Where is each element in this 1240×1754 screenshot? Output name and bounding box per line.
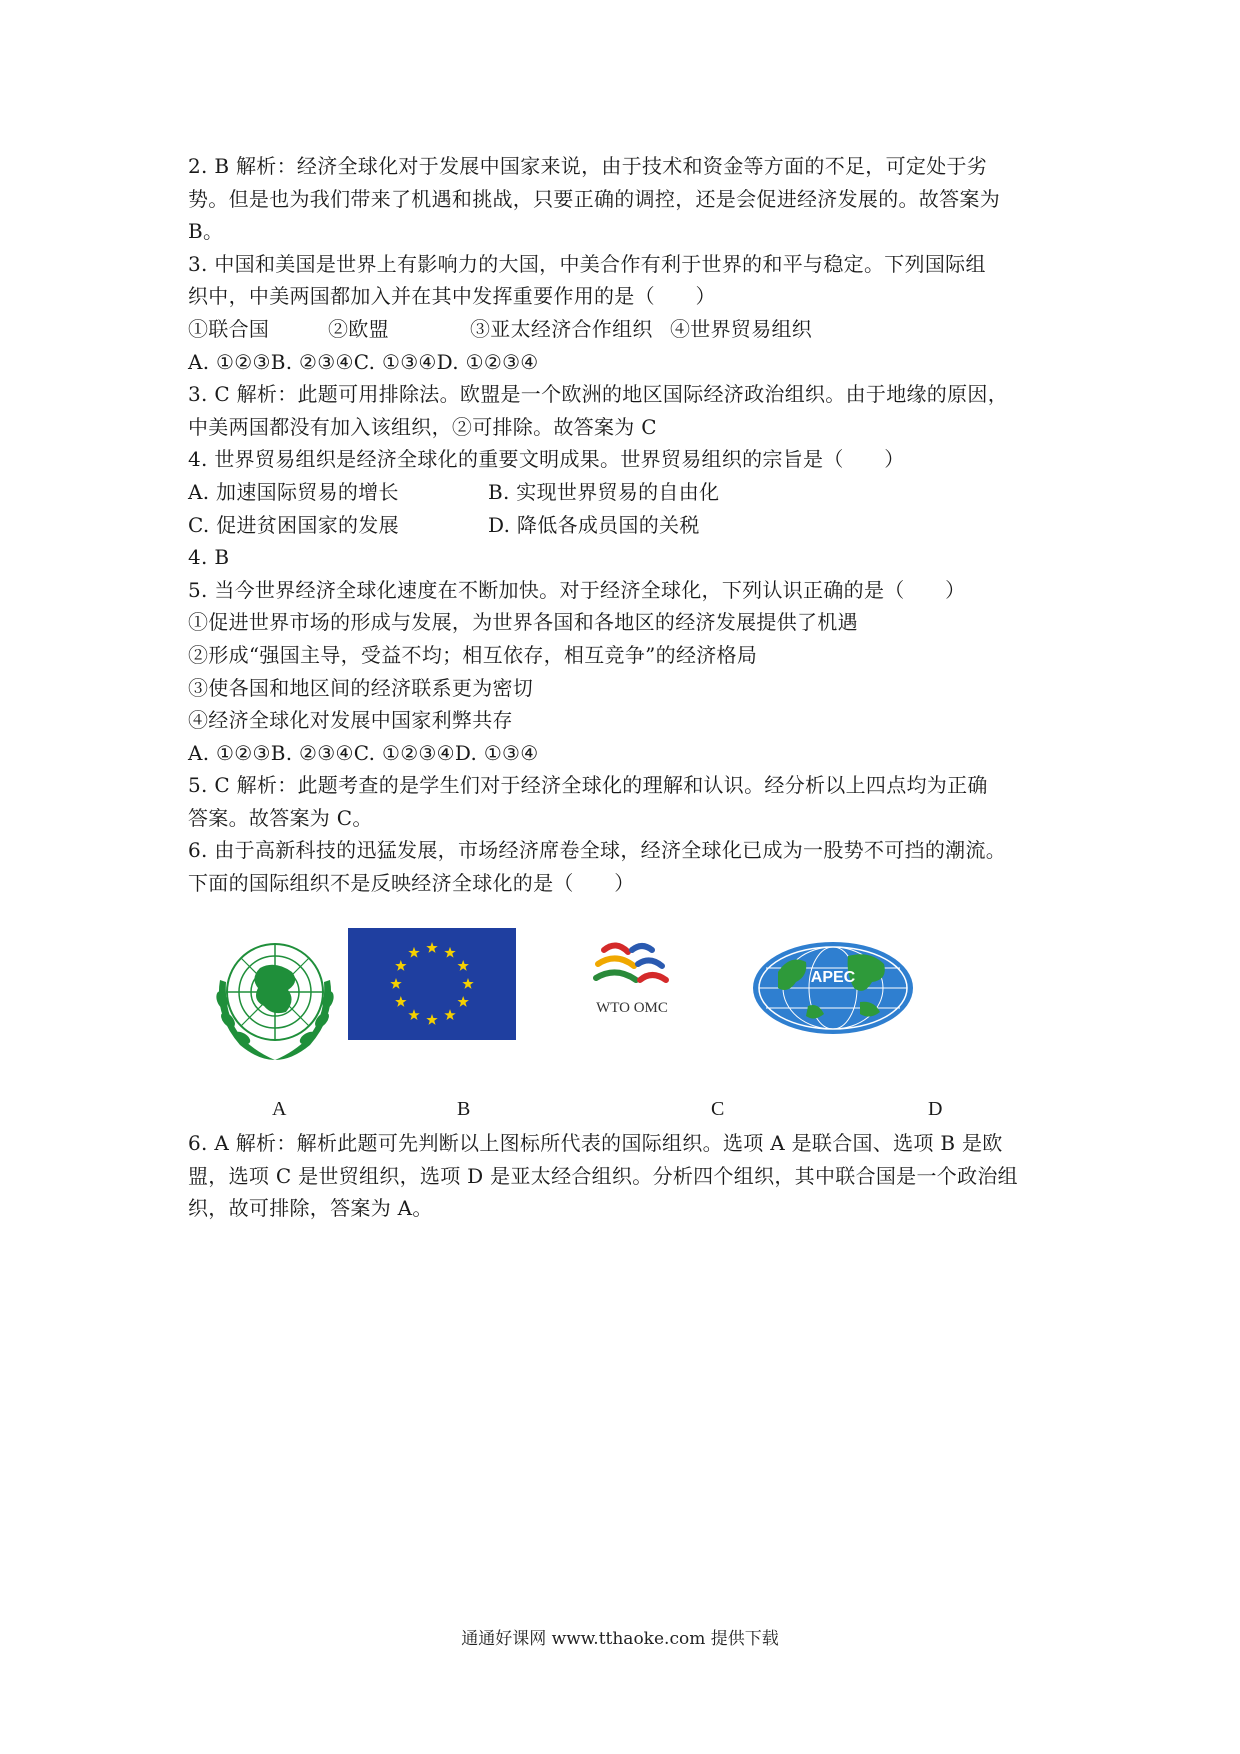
q4-options-row: [188, 509, 1068, 542]
q5-option: A. ①②③: [188, 740, 271, 765]
apec-logo-icon: [748, 922, 918, 1062]
text-line: 织，故可排除，答案为 A。: [188, 1196, 433, 1221]
q3-option: C. ①③④: [353, 349, 437, 374]
text-line: 6. A 解析：解析此题可先判断以上图标所代表的国际组织。选项 A 是联合国、选项 B 是欧: [188, 1131, 1003, 1155]
q5-option: D. ①③④: [454, 740, 539, 765]
q3-item: ③亚太经济合作组织: [470, 316, 653, 341]
q4-options-row: [188, 476, 1068, 509]
eu-flag-icon: [348, 928, 516, 1040]
text-line: ②形成“强国主导，受益不均；相互依存，相互竞争”的经济格局: [188, 642, 758, 667]
q3-options: [188, 346, 1068, 379]
text-line: 下面的国际组织不是反映经济全球化的是（ ）: [188, 871, 635, 896]
text-line: 4. B: [188, 545, 230, 570]
apec-text: APEC: [810, 969, 856, 986]
text-block-bottom: [188, 1127, 1068, 1225]
q3-item: ④世界贸易组织: [670, 316, 813, 341]
wto-text: WTO OMC: [596, 1000, 668, 1016]
text-line: 盟，选项 C 是世贸组织，选项 D 是亚太经合组织。分析四个组织，其中联合国是一个政治组: [188, 1163, 1018, 1188]
text-line: B。: [188, 219, 224, 244]
text-line: 5. 当今世界经济全球化速度在不断加快。对于经济全球化，下列认识正确的是（ ）: [188, 577, 966, 602]
text-line: 中美两国都没有加入该组织，②可排除。故答案为 C: [188, 414, 657, 439]
q5-option: C. ①②③④: [353, 740, 455, 765]
text-line: 织中，中美两国都加入并在其中发挥重要作用的是（ ）: [188, 284, 716, 309]
text-line: 4. 世界贸易组织是经济全球化的重要文明成果。世界贸易组织的宗旨是（ ）: [188, 447, 905, 472]
text-line: 3. C 解析：此题可用排除法。欧盟是一个欧洲的地区国际经济政治组织。由于地缘的原因，: [188, 382, 1008, 407]
page-footer: 通通好课网 www.tthaoke.com 提供下载: [461, 1629, 779, 1649]
text-line: 6. 由于高新科技的迅猛发展，市场经济席卷全球，经济全球化已成为一股势不可挡的潮流。: [188, 838, 1007, 863]
logo-letter: C: [711, 1098, 725, 1120]
logos-row: [200, 920, 1050, 1070]
q4-option: C. 促进贫困国家的发展: [188, 512, 399, 537]
text-line: ③使各国和地区间的经济联系更为密切: [188, 675, 534, 700]
text-block-top: [188, 150, 1068, 900]
un-emblem-icon: [200, 920, 350, 1070]
text-line: 势。但是也为我们带来了机遇和挑战，只要正确的调控，还是会促进经济发展的。故答案为: [188, 186, 1000, 211]
q3-option: A. ①②③: [188, 349, 271, 374]
text-line: 2. B 解析：经济全球化对于发展中国家来说，由于技术和资金等方面的不足，可定处于劣: [188, 154, 988, 178]
text-line: ④经济全球化对发展中国家利弊共存: [188, 708, 513, 733]
logo-letter-row: [0, 1098, 1240, 1128]
q3-option: B. ②③④: [270, 349, 354, 374]
text-line: 3. 中国和美国是世界上有影响力的大国，中美合作有利于世界的和平与稳定。下列国际组: [188, 251, 986, 276]
q4-option: A. 加速国际贸易的增长: [188, 479, 399, 504]
text-line: 5. C 解析：此题考查的是学生们对于经济全球化的理解和认识。经分析以上四点均为正确: [188, 773, 988, 798]
q4-option: B. 实现世界贸易的自由化: [488, 479, 720, 504]
q5-options: [188, 737, 1068, 770]
q3-option: D. ①②③④: [436, 349, 539, 374]
text-line: ①促进世界市场的形成与发展，为世界各国和各地区的经济发展提供了机遇: [188, 610, 858, 635]
q3-items: [188, 313, 1068, 346]
q3-item: ①联合国: [188, 316, 270, 341]
q3-item: ②欧盟: [328, 316, 389, 341]
logo-letter: B: [457, 1098, 471, 1120]
text-line: 答案。故答案为 C。: [188, 805, 373, 830]
q4-option: D. 降低各成员国的关税: [488, 512, 700, 537]
logo-letter: A: [272, 1098, 287, 1120]
q5-option: B. ②③④: [270, 740, 354, 765]
logo-letter: D: [928, 1098, 943, 1120]
wto-logo-icon: [582, 936, 682, 1026]
